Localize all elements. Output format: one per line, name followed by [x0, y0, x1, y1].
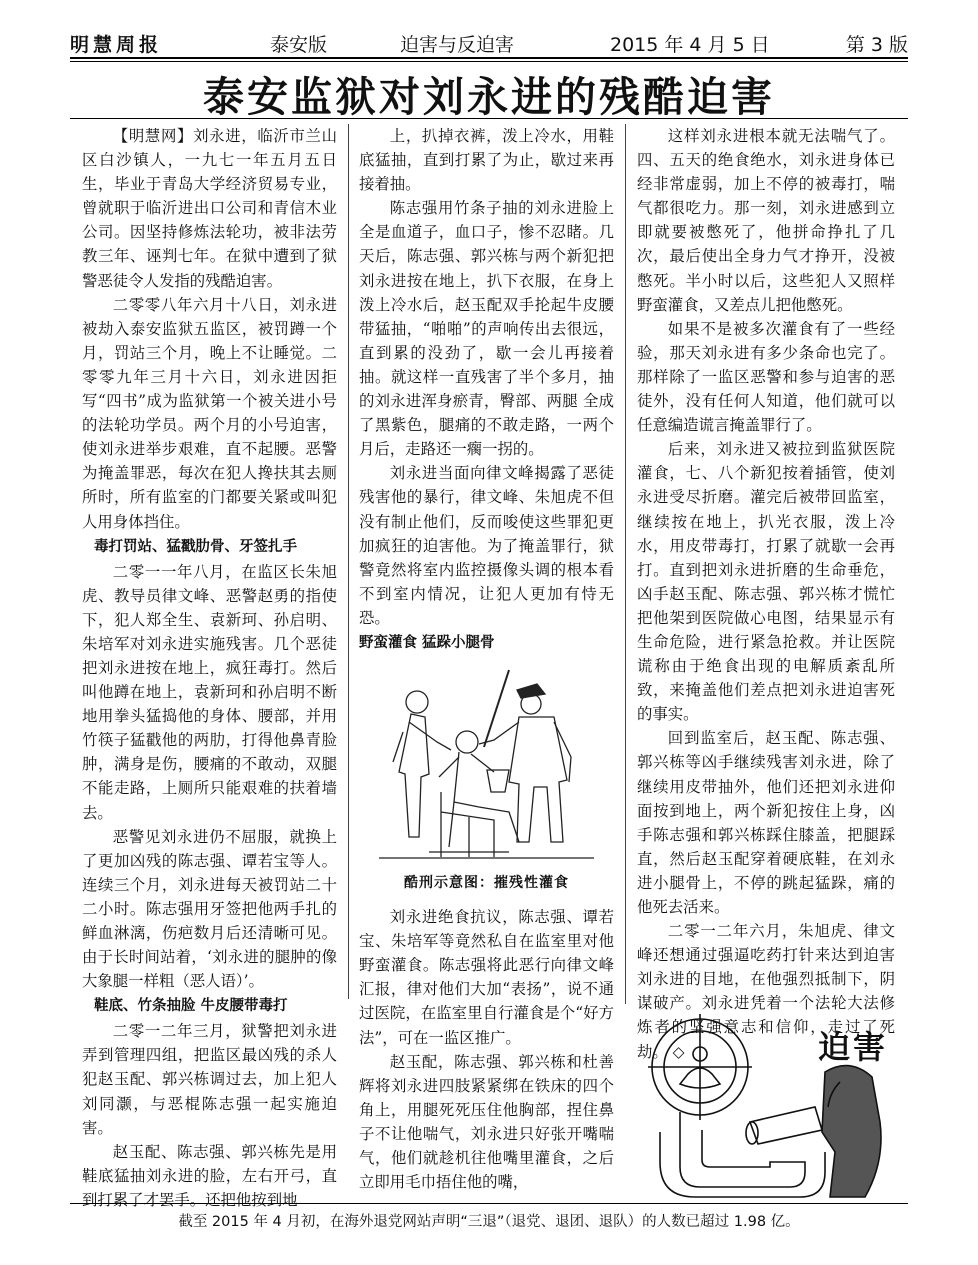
column-divider — [348, 124, 349, 999]
paragraph: 后来，刘永进又被拉到监狱医院灌食，七、八个新犯按着插管，使刘永进受尽折磨。灌完后被带回监室，继续按在地上，扒光衣服，泼上冷水，用皮带毒打，打累了就歇一会再打。直到把刘永进折磨的生命垂危，凶手赵玉配、陈志强、郭兴栋才慌忙把他架到医院做心电图，结果显示有生命危险，进行紧急抢救。并让医院谎称由于绝食出现的电解质紊乱所致，来掩盖他们差点把刘永进迫害死的事实。 — [637, 440, 895, 724]
subheading: 鞋底、竹条抽脸 牛皮腰带毒打 — [94, 998, 288, 1015]
article-title: 泰安监狱对刘永进的残酷迫害 — [203, 73, 775, 121]
header-rule — [70, 57, 908, 59]
paragraph: 上，扒掉衣裤，泼上冷水，用鞋底猛抽，直到打累了为止，歇过来再接着抽。 — [359, 127, 614, 194]
illustration-caption: 酷刑示意图：摧残性灌食 — [404, 874, 569, 891]
article-column-2 — [359, 124, 614, 1194]
paragraph: 赵玉配，陈志强、郭兴栋和杜善辉将刘永进四肢紧紧绑在铁床的四个角上，用腿死死压住他胸部，捏住鼻子不让他喘气，刘永进只好张开嘴喘气，他们就趁机往他嘴里灌食，之后立即用毛巾捂住他的嘴， — [359, 1052, 614, 1192]
subheading: 毒打罚站、猛戳肋骨、牙签扎手 — [94, 538, 297, 555]
masthead — [70, 28, 908, 56]
article-column-1 — [82, 124, 337, 1212]
paragraph: 陈志强用竹条子抽的刘永进脸上全是血道子，血口子，惨不忍睹。几天后，陈志强、郭兴栋与两个新犯把刘永进按在地上，扒下衣服，在身上泼上冷水后，赵玉配双手抡起牛皮腰带猛抽，“啪啪”的声响传出去很远，直到累的没劲了，歇一会儿再接着抽。就这样一直残害了半个多月，抽的刘永进浑身瘀青，臀部、两腿 全成了黑紫色，腿痛的不敢走路，一两个月后，走路还一瘸一拐的。 — [359, 199, 614, 459]
footer-rule — [70, 1203, 908, 1204]
page-number: 第 3 版 — [845, 34, 908, 56]
paragraph: 如果不是被多次灌食有了一些经验，那天刘永进有多少条命也完了。那样除了一监区恶警和参与迫害的恶徒外，没有任何人知道，他们就可以任意编造谎言掩盖罪行了。 — [637, 319, 895, 435]
footer-note: 截至 2015 年 4 月初，在海外退党网站声明“三退”（退党、退团、退队）的人数已超过 1.98 亿。 — [178, 1214, 800, 1230]
torture-illustration — [359, 662, 614, 867]
paragraph: 赵玉配、陈志强、郭兴栋先是用鞋底猛抽刘永进的脸，左右开弓，直到打累了才罢手。还把他按到地 — [82, 1142, 337, 1209]
subheading: 野蛮灌食 猛跺小腿骨 — [359, 634, 495, 651]
column-divider — [625, 124, 626, 1004]
paper-name: 明慧周报 — [70, 34, 163, 56]
paragraph: 二零一二年三月，狱警把刘永进弄到管理四组，把监区最凶残的杀人犯赵玉配、郭兴栋调过去，加上犯人刘同灏，与恶棍陈志强一起实施迫害。 — [82, 1022, 337, 1137]
header-rule-thin — [70, 61, 908, 62]
paragraph: 刘永进当面向律文峰揭露了恶徒残害他的暴行，律文峰、朱旭虎不但没有制止他们，反而唆使这些罪犯更加疯狂的迫害他。为了掩盖罪行，狱警竟然将室内监控摄像头调的根本看不到室内情况，让犯人更加有恃无恐。 — [359, 464, 614, 627]
paragraph: 回到监室后，赵玉配、陈志强、郭兴栋等凶手继续残害刘永进，除了继续用皮带抽外，他们还把刘永进仰面按到地上，两个新犯按住上身，凶手陈志强和郭兴栋踩住膝盖，把腿踩直，然后赵玉配穿着硬底鞋，在刘永进小腿骨上，不停的跳起猛跺，痛的他死去活来。 — [637, 729, 895, 916]
title-rule — [70, 118, 908, 119]
edition-label: 泰安版 — [270, 34, 328, 56]
paragraph: 这样刘永进根本就无法喘气了。四、五天的绝食绝水，刘永进身体已经非常虚弱，加上不停的被毒打，喘气都很吃力。那一刻，刘永进感到立即就要被憋死了，他拼命挣扎了几次，最后使出全身力气才挣开，没被憋死。半小时以后，这些犯人又照样野蛮灌食，又差点儿把他憋死。 — [637, 127, 895, 314]
issue-date: 2015 年 4 月 5 日 — [610, 34, 770, 56]
paragraph: 二零零八年六月十八日，刘永进被劫入泰安监狱五监区，被罚蹲一个月，罚站三个月，晚上不让睡觉。二零零九年三月十六日，刘永进因拒写“四书”成为监狱第一个被关进小号的法轮功学员。两个月的小号迫害，使刘永进举步艰难，直不起腰。恶警为掩盖罪恶，每次在犯人搀扶其去厕所时，所有监室的门都要关紧或叫犯人用身体挡住。 — [82, 295, 337, 531]
force-feeding-illustration-icon — [359, 662, 614, 867]
paragraph: 二零一二年六月，朱旭虎、律文峰还想通过强逼吃药打针来达到迫害刘永进的目地，在他强烈抵制下，阴谋破产。刘永进凭着一个法轮大法修炼者的坚强意志和信仰，走过了死劫。 ◇ — [637, 922, 895, 1061]
paragraph: 恶警见刘永进仍不屈服，就换上了更加凶残的陈志强、谭若宝等人。连续三个月，刘永进每天被罚站二十二小时。陈志强用牙签把他两手扎的鲜血淋漓，伤疤数月后还清晰可见。由于长时间站着，‘刘永进的腿肿的像大象腿一样粗（恶人语）’。 — [82, 827, 337, 991]
article-column-3 — [637, 124, 895, 1064]
paragraph: 【明慧网】刘永进，临沂市兰山区白沙镇人，一九七一年五月五日生，毕业于青岛大学经济贸易专业，曾就职于临沂进出口公司和青信木业公司。因坚持修炼法轮功，被非法劳教三年、诬判七年。在狱中遭到了狱警恶徒令人发指的残酷迫害。 — [82, 127, 337, 290]
section-label: 迫害与反迫害 — [400, 34, 515, 56]
paragraph: 二零一一年八月，在监区长朱旭虎、教导员律文峰、恶警赵勇的指使下，犯人郑全生、袁新珂、孙启明、朱培军对刘永进实施残害。几个恶徒把刘永进按在地上，疯狂毒打。然后叫他蹲在地上，袁新珂和孙启明不断地用拳头猛捣他的身体、腰部，并用竹筷子猛戳他的两肋，打得他鼻青脸肿，满身是伤，腰痛的不敢动，双腿不能走路，上厕所只能艰难的扶着墙去。 — [82, 562, 337, 822]
cartoon-label: 迫害 — [818, 1028, 889, 1066]
paragraph: 刘永进绝食抗议，陈志强、谭若宝、朱培军等竟然私自在监室里对他野蛮灌食。陈志强将此恶行向律文峰汇报，律对他们大加“表扬”，说不通过医院，在监室里自行灌食是个“好方法”，可在一监区推广。 — [359, 908, 614, 1047]
